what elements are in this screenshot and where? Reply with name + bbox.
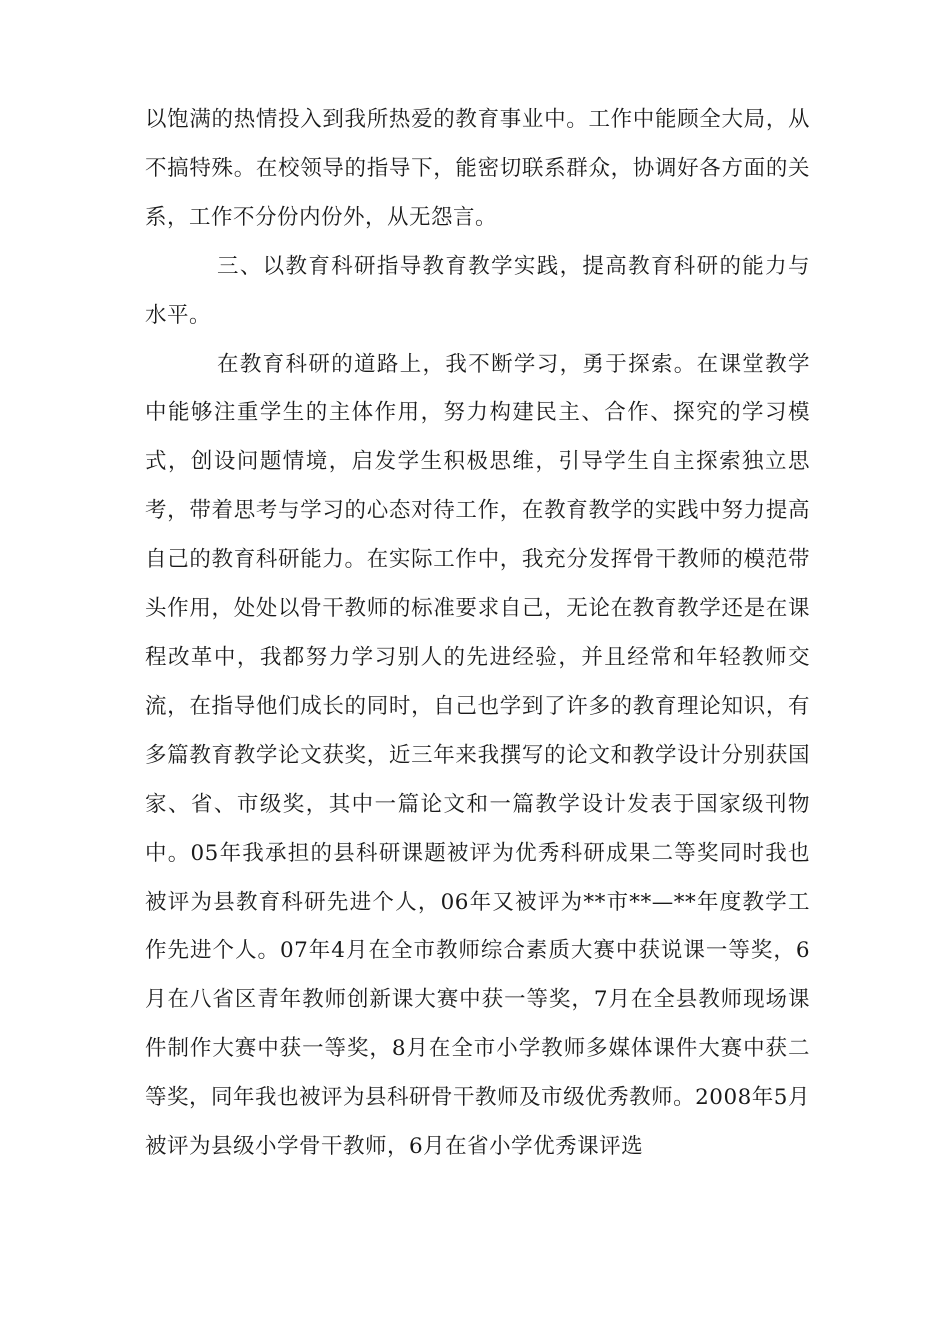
paragraph-research-achievements: 在教育科研的道路上，我不断学习，勇于探索。在课堂教学中能够注重学生的主体作用，努力构建民主、合作、探究的学习模式，创设问题情境，启发学生积极思维，引导学生自主探索独立思考，带着思考与学习的心态对待工作，在教育教学的实践中努力提高自己的教育科研能力。在实际工作中，我充分发挥骨干教师的模范带头作用，处处以骨干教师的标准要求自己，无论在教育教学还是在课程改革中，我都努力学习别人的先进经验，并且经常和年轻教师交流，在指导他们成长的同时，自己也学到了许多的教育理论知识，有多篇教育教学论文获奖，近三年来我撰写的论文和教学设计分别获国家、省、市级奖，其中一篇论文和一篇教学设计发表于国家级刊物中。05年我承担的县科研课题被评为优秀科研成果二等奖同时我也被评为县教育科研先进个人，06年又被评为**市**—**年度教学工作先进个人。07年4月在全市教师综合素质大赛中获说课一等奖，6月在八省区青年教师创新课大赛中获一等奖，7月在全县教师现场课件制作大赛中获一等奖，8月在全市小学教师多媒体课件大赛中获二等奖，同年我也被评为县科研骨干教师及市级优秀教师。2008年5月被评为县级小学骨干教师，6月在省小学优秀课评选: [145, 351, 810, 1160]
paragraph-work-attitude: 以饱满的热情投入到我所热爱的教育事业中。工作中能顾全大局，从不搞特殊。在校领导的指导下，能密切联系群众，协调好各方面的关系，工作不分份内份外，从无怨言。: [145, 107, 810, 230]
section-heading-research: 三、以教育科研指导教育教学实践，提高教育科研的能力与水平。: [145, 253, 810, 328]
document-body: [145, 96, 810, 1172]
